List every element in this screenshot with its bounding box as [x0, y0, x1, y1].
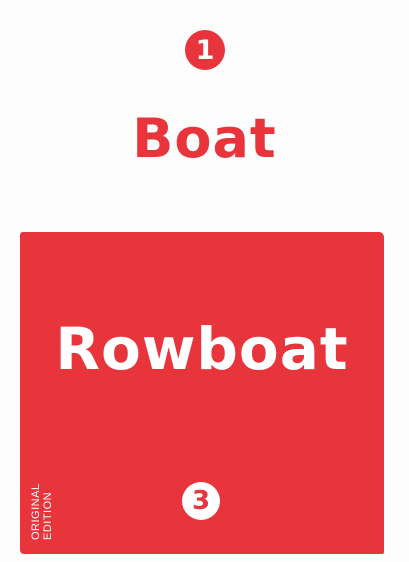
top-word: Boat — [132, 107, 277, 170]
red-panel — [20, 232, 384, 554]
edition-line-1: ORIGINAL — [30, 483, 42, 540]
main-word: Rowboat — [55, 315, 349, 383]
edition-line-2: EDITION — [42, 491, 54, 540]
bottom-number: 3 — [191, 486, 211, 516]
top-number-badge — [185, 30, 225, 70]
top-number: 1 — [195, 34, 215, 66]
edition-label — [30, 483, 54, 540]
bottom-number-badge — [182, 482, 220, 520]
